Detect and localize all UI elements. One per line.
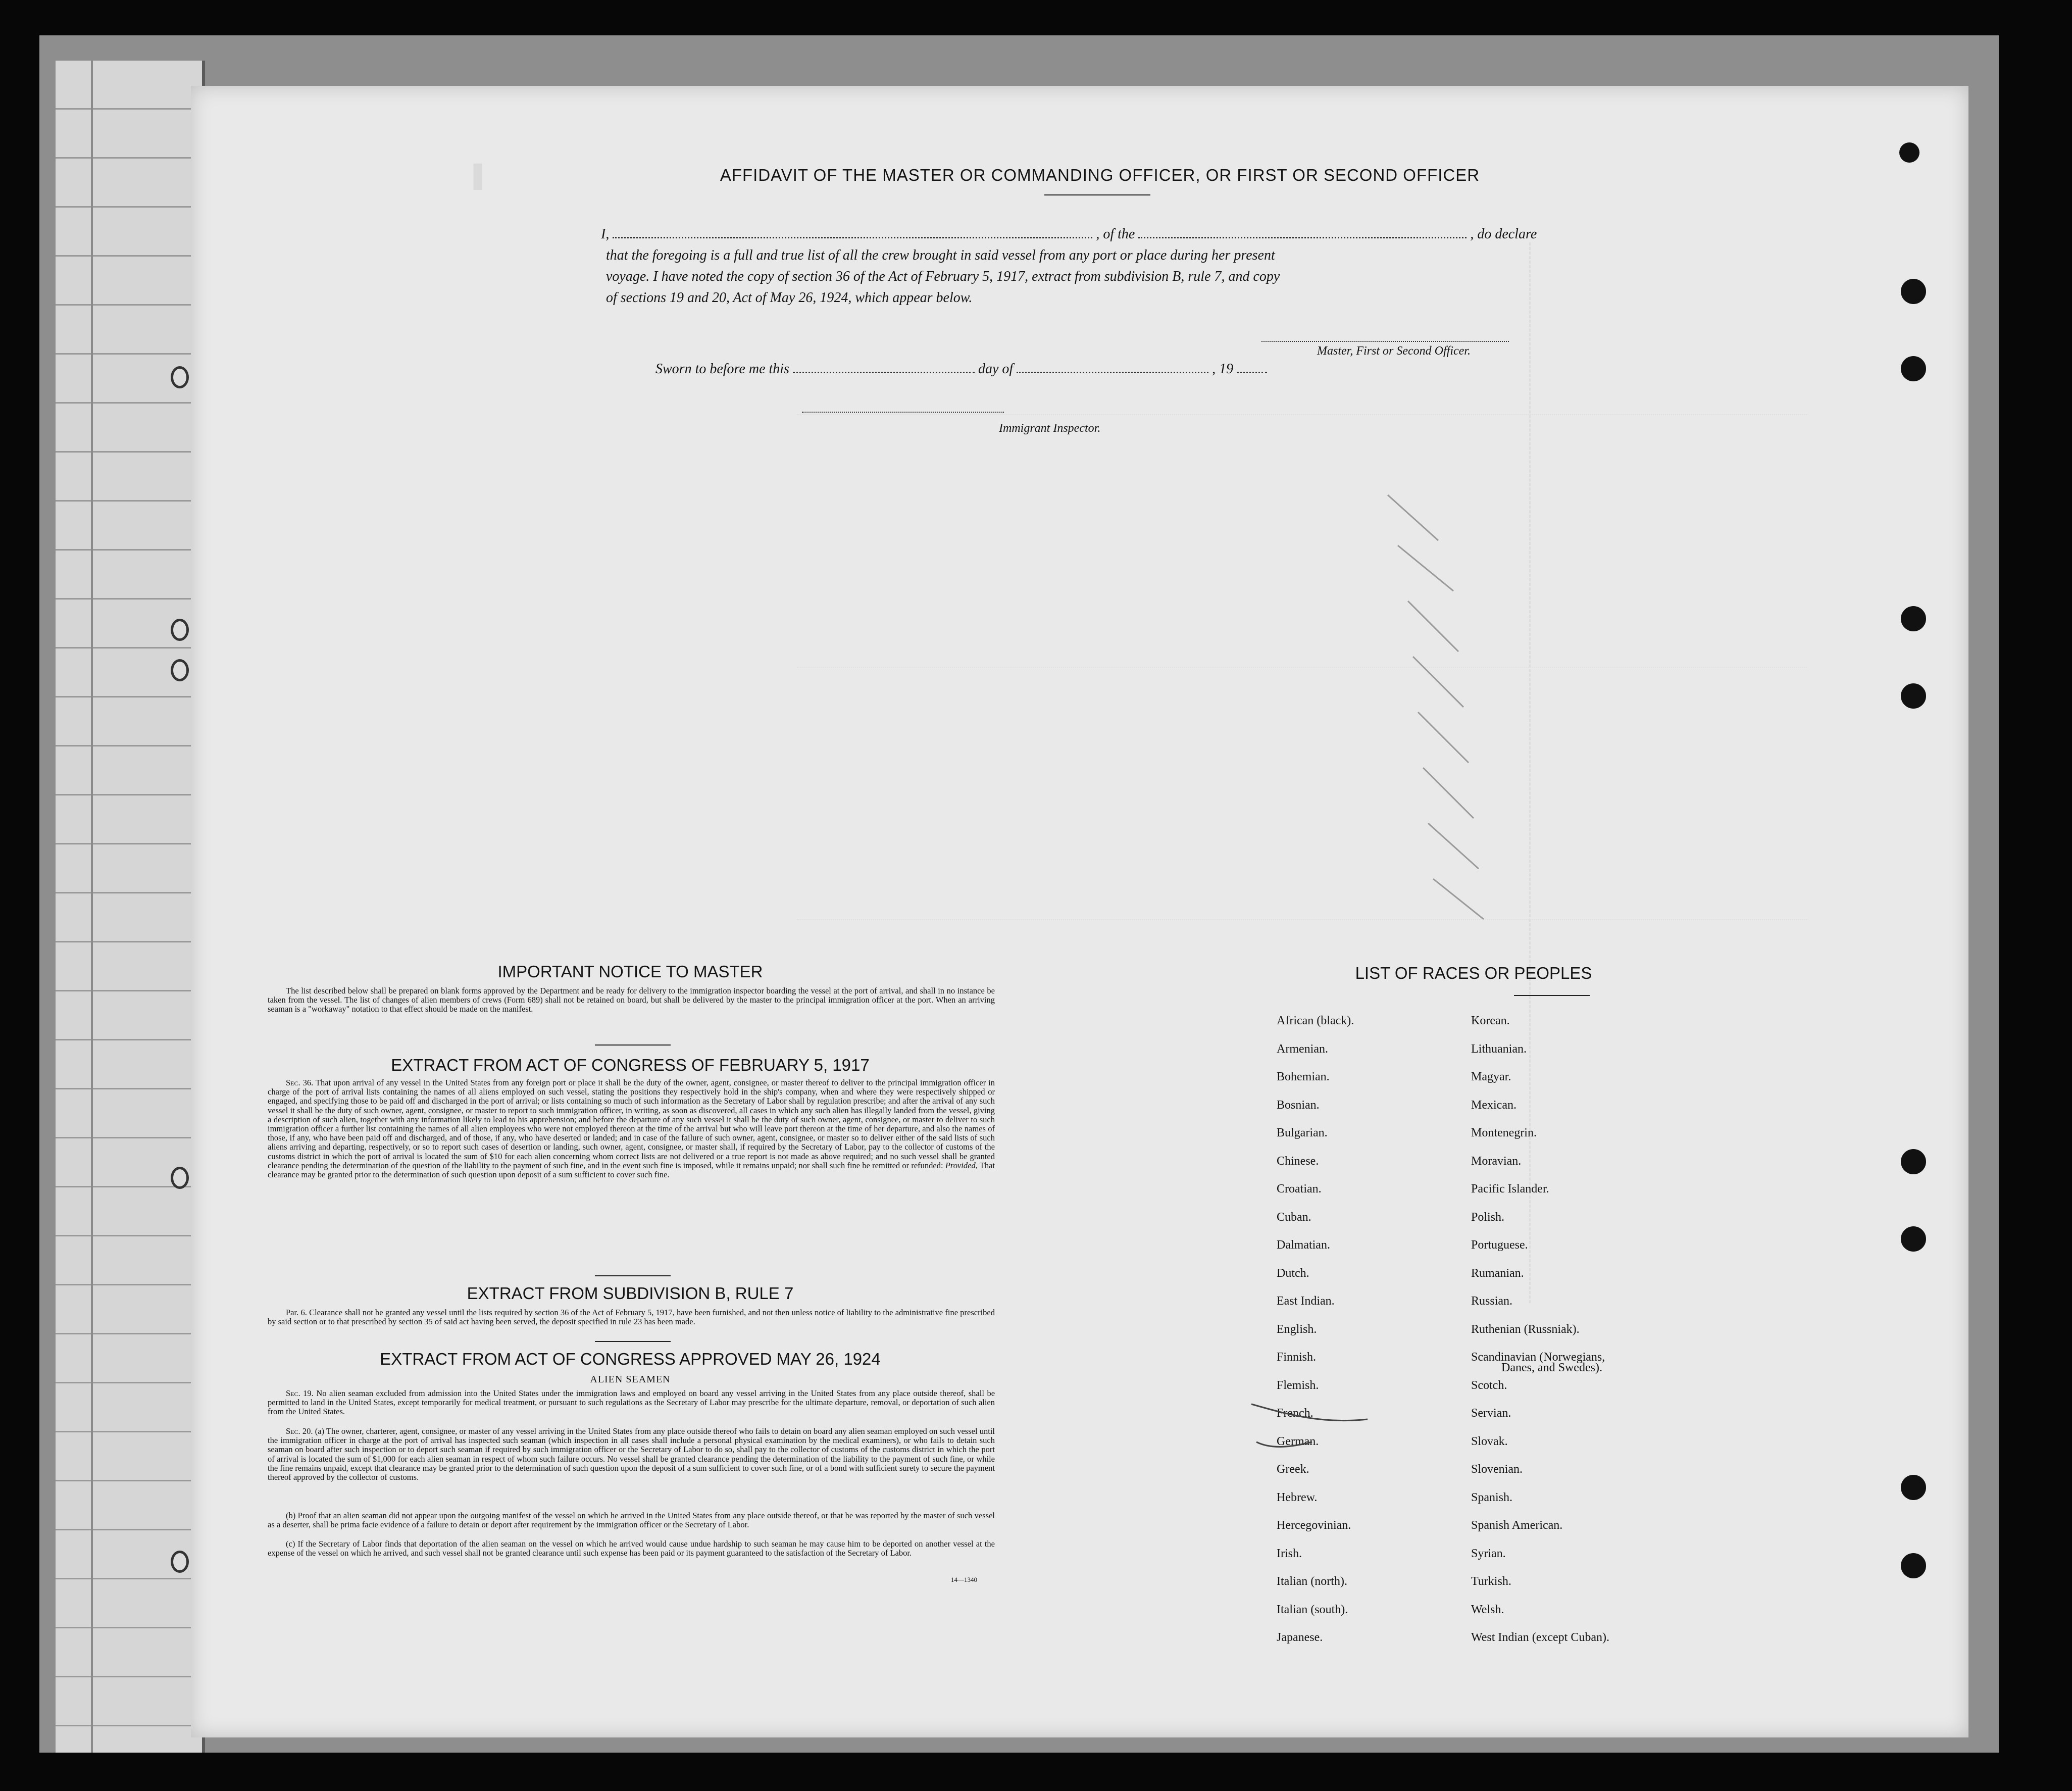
race-item: Dutch. — [1277, 1266, 1309, 1280]
sec-36-text: That upon arrival of any vessel in the United States from any foreign port or place it shall be the duty of the owner, agent, consignee, or master thereof to deliver to the principal immigration officer in charge of the port of arrival lists containing the names of all aliens employed on such vessel, stating the positions they respectively hold in the ship's company, when and where they were respectively shipped or engaged, and specifying those to be paid off and discharged in the port of arrival; or lists containing so much of such information as the Secretary of Labor shall by regulation prescribe; and after the arrival of any such vessel it shall be the duty of such owner, agent, consignee, or master to report to such immigration officer, in writing, as soon as discovered, all cases in which any such alien has illegally landed from the vessel, giving a description of such alien, together with any information likely to lead to his apprehension; and before the departure of any such vessel it shall be the duty of such owner, agent, consignee, or master to deliver to such immigration officer a further list containing the names of all alien employees who were not employed thereon at the time of the arrival but who will leave port thereon at the time of her departure, and also the names of those, if any, who have been paid off and discharged, and of those, if any, who have deserted or landed; and in case of the failure of such owner, agent, consignee, or master so to deliver either of the said lists of such aliens arriving and departing, respectively, or so to report such cases of desertion or landing, such owner, agent, consignee, or master shall, if required by the Secretary of Labor, pay to the collector of customs of the customs district in which the port of arrival is located the sum of $10 for each alien concerning whom correct lists are not delivered or a true report is not made as above required; and no such vessel shall be granted clearance pending the determination of the question of the liability to the payment of such fine, and in the event such fine is imposed, while it remains unpaid; nor shall such fine be remitted or refunded: — [268, 1078, 995, 1170]
race-item: Spanish American. — [1471, 1519, 1563, 1532]
races-title: LIST OF RACES OR PEOPLES — [1355, 964, 1592, 982]
race-item: Mexican. — [1471, 1098, 1517, 1112]
form-number: 14—1340 — [951, 1576, 977, 1583]
race-item: Portuguese. — [1471, 1238, 1528, 1252]
race-item: Magyar. — [1471, 1070, 1511, 1083]
punch-hole — [171, 1167, 189, 1189]
day-of-label: day of — [978, 361, 1014, 377]
sworn-year-blank — [1237, 364, 1267, 373]
race-item: Italian (north). — [1277, 1575, 1347, 1588]
punch-hole — [1901, 683, 1926, 709]
pencil-bracket — [1246, 1394, 1378, 1455]
proviso-text: That clearance may be granted prior to the determination of such question upon deposit of a sum sufficient to cover such fine. — [268, 1160, 995, 1180]
race-item: German. — [1277, 1434, 1319, 1448]
race-item: Korean. — [1471, 1014, 1510, 1027]
race-item: Hercegovinian. — [1277, 1519, 1351, 1532]
declaration-i: I, — [601, 226, 610, 242]
race-item: Russian. — [1471, 1295, 1513, 1308]
notice-title: IMPORTANT NOTICE TO MASTER — [497, 962, 763, 981]
bleed-through: ▋ — [191, 86, 1968, 1737]
master-signature-caption: Master, First or Second Officer. — [1317, 344, 1471, 358]
vessel-blank — [1138, 229, 1467, 238]
punch-hole — [1901, 1149, 1926, 1174]
race-item: Slovenian. — [1471, 1463, 1523, 1476]
year-prefix: , 19 — [1212, 361, 1234, 377]
affidavit-title: AFFIDAVIT OF THE MASTER OR COMMANDING OFFICER, OR FIRST OR SECOND OFFICER — [720, 166, 1480, 184]
declaration-line-2: that the foregoing is a full and true list of all the crew brought in said vessel from any port or place during her present — [606, 247, 1275, 263]
race-item: West Indian (except Cuban). — [1471, 1631, 1609, 1644]
race-item: Polish. — [1471, 1210, 1505, 1224]
declaration-of-the: , of the — [1096, 226, 1135, 242]
declaration-line-1 — [601, 226, 1537, 242]
race-item: Syrian. — [1471, 1547, 1506, 1560]
title-rule — [1044, 194, 1150, 195]
race-item: Montenegrin. — [1471, 1126, 1537, 1139]
race-item: Moravian. — [1471, 1154, 1522, 1168]
punch-hole — [1899, 142, 1919, 163]
extract-1917-title: EXTRACT FROM ACT OF CONGRESS OF FEBRUARY 5, 1917 — [391, 1056, 870, 1074]
notice-rule — [595, 1044, 671, 1046]
race-item: Finnish. — [1277, 1351, 1317, 1364]
sworn-label: Sworn to before me this — [655, 361, 789, 377]
punch-hole — [171, 1551, 189, 1573]
race-item: Ruthenian (Russniak). — [1471, 1322, 1580, 1336]
race-item: Greek. — [1277, 1463, 1309, 1476]
race-item: Servian. — [1471, 1407, 1511, 1420]
race-item: Bohemian. — [1277, 1070, 1330, 1083]
race-item: Armenian. — [1277, 1042, 1328, 1056]
race-item: Turkish. — [1471, 1575, 1511, 1588]
races-right-column — [1471, 1014, 1609, 1659]
sec-19-text: Sec. 19. No alien seaman excluded from admission into the United States under the immigration laws and employed on board any vessel arriving in the United States from any place outside thereof, shall be permitted to land in the United States, except temporarily for medical treatment, or pursuant to such regulations as the Secretary of Labor may prescribe for the ultimate departure, removal, or deportation of such alien from the United States. — [268, 1388, 995, 1417]
punch-hole — [1901, 1553, 1926, 1578]
race-item: East Indian. — [1277, 1295, 1335, 1308]
race-item: Scotch. — [1471, 1378, 1507, 1392]
master-signature-line — [1261, 341, 1509, 342]
race-item: English. — [1277, 1322, 1317, 1336]
race-item: Pacific Islander. — [1471, 1182, 1549, 1196]
extract-rule7-text: Par. 6. Clearance shall not be granted any vessel until the lists required by section 36 of the Act of February 5, 1917, have been furnished, and not then unless notice of liability to the administrative fine prescribed by said section or to that prescribed by section 35 of said act having been served, the deposit specified in rule 23 has been made. — [268, 1308, 995, 1327]
race-item: French. — [1277, 1407, 1313, 1420]
race-item: Hebrew. — [1277, 1490, 1318, 1504]
extract-rule7-rule — [595, 1341, 671, 1342]
race-item: Slovak. — [1471, 1434, 1508, 1448]
punch-hole — [1901, 356, 1926, 381]
punch-hole — [171, 619, 189, 641]
notice-text: The list described below shall be prepared on blank forms approved by the Department and be ready for delivery to the immigration inspector boarding the vessel at the port of arrival, and shall in no instance be taken from the vessel. The list of changes of alien members of crews (Form 689) shall not be retained on board, but shall be delivered by the master to the principal immigration officer at the port. When an arriving seaman is a "workaway" notation to that effect should be made on the manifest. — [268, 986, 995, 1014]
name-blank — [613, 229, 1092, 238]
proviso-label: Provided, — [945, 1160, 978, 1170]
sworn-line — [655, 361, 1267, 377]
pencil-marks — [1378, 485, 1630, 1040]
ledger-binding-strip — [56, 61, 205, 1753]
race-item: Italian (south). — [1277, 1603, 1348, 1616]
extract-1917-text — [268, 1078, 995, 1179]
declaration-line-4: of sections 19 and 20, Act of May 26, 1924, which appear below. — [606, 290, 973, 306]
race-item: Scandinavian (Norwegians, Danes, and Swedes). — [1471, 1351, 1605, 1374]
race-item: Japanese. — [1277, 1631, 1323, 1644]
race-item: Bulgarian. — [1277, 1126, 1328, 1139]
race-item: Bosnian. — [1277, 1098, 1320, 1112]
race-item: Welsh. — [1471, 1603, 1504, 1616]
extract-rule7-title: EXTRACT FROM SUBDIVISION B, RULE 7 — [467, 1284, 794, 1303]
race-item: Lithuanian. — [1471, 1042, 1527, 1056]
race-item: Spanish. — [1471, 1490, 1513, 1504]
race-item: Rumanian. — [1471, 1266, 1524, 1280]
sec-20-label: Sec. 20. — [286, 1426, 313, 1436]
declaration-do-declare: , do declare — [1470, 226, 1537, 242]
sec-20c-text: (c) If the Secretary of Labor finds that deportation of the alien seaman on the vessel on which he arrived would cause undue hardship to such seaman he may cause him to be deported on another vessel at the expense of the vessel on which he arrived, and such vessel shall not be granted clearance until such expense has been paid or its payment guaranteed to the satisfaction of the Secretary of Labor. — [268, 1539, 995, 1558]
declaration-line-3: voyage. I have noted the copy of section 36 of the Act of February 5, 1917, extract from subdivision B, rule 7, and copy — [606, 269, 1280, 284]
sec-36-label: Sec. 36. — [286, 1078, 314, 1087]
race-item: Chinese. — [1277, 1154, 1319, 1168]
sworn-day-blank — [793, 364, 975, 373]
races-left-column — [1277, 1014, 1354, 1659]
race-item: Cuban. — [1277, 1210, 1311, 1224]
sec-19-label: Sec. 19. — [286, 1388, 314, 1398]
punch-hole — [1901, 606, 1926, 631]
race-item: Irish. — [1277, 1547, 1302, 1560]
scandinavian-continuation: Danes, and Swedes). — [1501, 1361, 1602, 1374]
punch-hole — [1901, 1475, 1926, 1500]
punch-hole — [1901, 279, 1926, 304]
extract-1917-rule — [595, 1275, 671, 1276]
race-item: African (black). — [1277, 1014, 1354, 1027]
inspector-signature-caption: Immigrant Inspector. — [999, 422, 1101, 435]
punch-hole — [171, 659, 189, 681]
alien-seamen-heading: ALIEN SEAMEN — [590, 1374, 671, 1385]
punch-hole — [1901, 1226, 1926, 1252]
punch-hole — [171, 366, 189, 388]
race-item: Flemish. — [1277, 1378, 1319, 1392]
extract-1924-title: EXTRACT FROM ACT OF CONGRESS APPROVED MAY 26, 1924 — [380, 1350, 881, 1368]
race-item: Croatian. — [1277, 1182, 1322, 1196]
sec-20b-text: (b) Proof that an alien seaman did not appear upon the outgoing manifest of the vessel on which he arrived in the United States from any place outside thereof, or that he was reported by the master of such vessel as a deserter, shall be prima facie evidence of a failure to detain or deport after requirement by the immigration officer or the Secretary of Labor. — [268, 1511, 995, 1530]
manifest-page — [191, 86, 1968, 1737]
race-item: Dalmatian. — [1277, 1238, 1330, 1252]
sworn-month-blank — [1017, 364, 1208, 373]
inspector-signature-line — [802, 412, 1004, 413]
sec-20a-text: Sec. 20. (a) The owner, charterer, agent, consignee, or master of any vessel arriving in the United States from any place outside thereof who fails to detain on board any alien seaman employed on such vessel until the immigration officer in charge at the port of arrival has inspected such seaman (which inspection in all cases shall include a personal physical examination by the medical examiners), or who fails to detain such seaman on board after such inspection or to deport such seaman if required by such immigration officer or the Secretary of Labor to do so, shall pay to the collector of customs of the customs district in which the port of arrival is located the sum of $1,000 for each alien seaman in respect of whom such failure occurs. No vessel shall be granted clearance pending the determination of the liability to the payment of such fine, or while the fine remains unpaid, except that clearance may be granted prior to the determination of such question upon the deposit of a sum sufficient to cover such fine, or of a bond with sufficient surety to secure the payment thereof approved by the collector of customs. — [268, 1426, 995, 1482]
